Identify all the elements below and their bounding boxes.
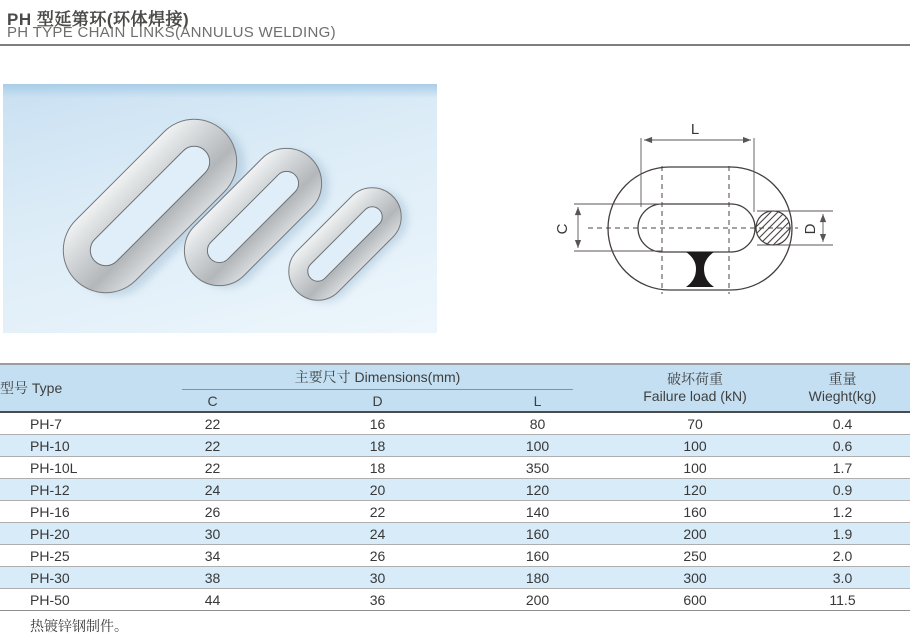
cell-l: 100 [460,435,615,457]
table-row [0,435,910,457]
cell-c: 44 [130,589,295,611]
cell-d: 36 [295,589,460,611]
cell-type: PH-25 [0,545,130,567]
cell-l: 140 [460,501,615,523]
cell-d: 20 [295,479,460,501]
cell-d: 18 [295,435,460,457]
cell-type: PH-10L [0,457,130,479]
cell-weight: 2.0 [775,545,910,567]
cell-d: 30 [295,567,460,589]
cell-weight: 3.0 [775,567,910,589]
header-dimensions-group [130,364,615,390]
page-title-en: PH TYPE CHAIN LINKS(ANNULUS WELDING) [7,24,336,41]
dimension-diagram [550,100,910,310]
cell-weight: 0.9 [775,479,910,501]
table-row [0,589,910,611]
table-body [0,412,910,611]
cell-c: 34 [130,545,295,567]
header-weight-en: Wieght(kg) [808,388,877,404]
cell-l: 180 [460,567,615,589]
weld-section [686,252,714,287]
footnote: 热镀锌钢制件。 [30,618,128,634]
cell-c: 22 [130,412,295,435]
cell-l: 160 [460,523,615,545]
page-title-zh: PH 型延第环(环体焊接) [7,10,190,29]
table-row [0,523,910,545]
cell-type: PH-16 [0,501,130,523]
cell-weight: 1.9 [775,523,910,545]
table-row [0,412,910,435]
cell-l: 80 [460,412,615,435]
cell-weight: 0.4 [775,412,910,435]
cell-type: PH-7 [0,412,130,435]
l-label: L [690,121,700,138]
cell-d: 26 [295,545,460,567]
cell-c: 38 [130,567,295,589]
cell-weight: 1.7 [775,457,910,479]
header-failure-en: Failure load (kN) [643,388,747,404]
cell-weight: 0.6 [775,435,910,457]
spec-table [0,363,910,611]
header-dim-d: D [295,390,460,412]
cell-d: 24 [295,523,460,545]
cell-weight: 1.2 [775,501,910,523]
cell-l: 200 [460,589,615,611]
cell-l: 350 [460,457,615,479]
cell-failure: 120 [615,479,775,501]
cell-d: 18 [295,457,460,479]
cell-d: 16 [295,412,460,435]
chain-links-photo-graphic [3,84,437,333]
header-dimensions-label: 主要尺寸 Dimensions(mm) [182,365,573,390]
cell-failure: 250 [615,545,775,567]
cell-failure: 100 [615,435,775,457]
product-photo [3,84,437,333]
cell-l: 160 [460,545,615,567]
cell-type: PH-20 [0,523,130,545]
header-failure-zh: 破坏荷重 [667,370,723,387]
d-label: D [802,223,819,235]
table-row [0,545,910,567]
table-row [0,479,910,501]
cell-failure: 100 [615,457,775,479]
header-weight [775,364,910,412]
cell-failure: 600 [615,589,775,611]
header-type: 型号 Type [0,364,130,412]
table-row [0,567,910,589]
title-divider [0,44,910,46]
cell-failure: 300 [615,567,775,589]
table-row [0,457,910,479]
cell-failure: 200 [615,523,775,545]
cell-c: 24 [130,479,295,501]
c-label: C [554,223,571,235]
table-row [0,501,910,523]
cell-c: 30 [130,523,295,545]
cell-c: 22 [130,457,295,479]
header-failure-load [615,364,775,412]
cell-l: 120 [460,479,615,501]
cell-failure: 160 [615,501,775,523]
cell-c: 22 [130,435,295,457]
cell-type: PH-50 [0,589,130,611]
header-weight-zh: 重量 [828,370,857,387]
cell-type: PH-12 [0,479,130,501]
cell-failure: 70 [615,412,775,435]
cell-d: 22 [295,501,460,523]
header-dim-c: C [130,390,295,412]
header-dim-l: L [460,390,615,412]
cell-c: 26 [130,501,295,523]
cell-type: PH-10 [0,435,130,457]
wire-cross-section [756,211,790,245]
cell-weight: 11.5 [775,589,910,611]
cell-type: PH-30 [0,567,130,589]
